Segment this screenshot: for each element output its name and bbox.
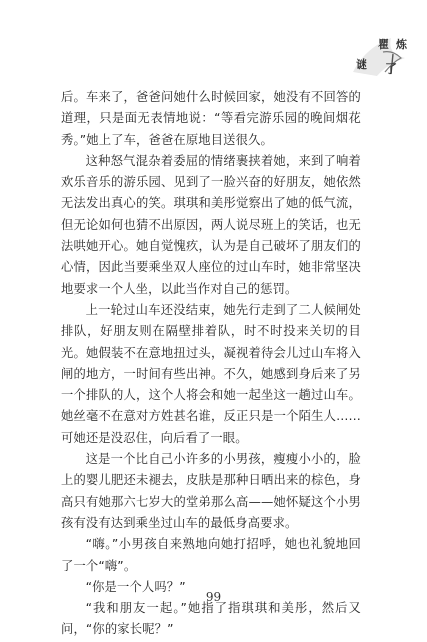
logo-char-4: 了 — [384, 62, 397, 76]
paragraph-1: 后。车来了，爸爸问她什么时候回家，她没有不回答的道理，只是面无表情地说：“等看完游乐园的晚间烟花秀。”她上了车，爸爸在原地目送很久。 — [61, 90, 361, 147]
body-text — [61, 87, 361, 641]
corner-logo — [347, 28, 411, 78]
paragraph-7: “我和朋友一起。”她指了指琪琪和美彤，然后又问，“你的家长呢？” — [61, 601, 361, 637]
paragraph-2: 这种怒气混杂着委屈的情绪裹挟着她，来到了响着欢乐音乐的游乐园、见到了一脸兴奋的好朋友，她依然无法发出真心的笑。琪琪和美彤觉察出了她的低气流，但无论如何也猜不出原因，两人说尽班上的笑话，也无法哄她开心。她自觉愧疚，认为是自己破坏了朋友们的心情，因此当要乘坐双人座位的过山车时，她非常坚决地要求一个人坐，以此当作对自己的惩罚。 — [61, 153, 361, 296]
paragraph-3: 上一轮过山车还没结束，她先行走到了二人候闸处排队，好朋友则在隔壁排着队，时不时投来关切的目光。她假装不在意地扭过头，凝视着待会儿过山车将入闸的地方，一时间有些出神。不久，她感到身后来了另一个排队的人，这个人将会和她一起坐这一趟过山车。她丝毫不在意对方姓甚名谁，反正只是一个陌生人……可她还是没忍住，向后看了一眼。 — [61, 302, 361, 445]
paragraph-5: “嗨。”小男孩自来熟地向她打招呼，她也礼貌地回了一个“嗨”。 — [61, 537, 361, 573]
paragraph-4: 这是一个比自己小许多的小男孩，瘦瘦小小的，脸上的婴儿肥还未褪去，皮肤是那种日晒出来的棕色，身高只有她那六七岁大的堂弟那么高——她怀疑这个小男孩有没有达到乘坐过山车的最低身高要求。 — [61, 452, 361, 530]
logo-char-2: 炼 — [396, 38, 407, 51]
logo-char-1: 瞿 — [378, 38, 389, 51]
paragraph-6: “你是一个人吗？” — [85, 579, 186, 594]
page-number: 99 — [205, 590, 222, 604]
logo-char-3: 谜 — [356, 58, 367, 71]
